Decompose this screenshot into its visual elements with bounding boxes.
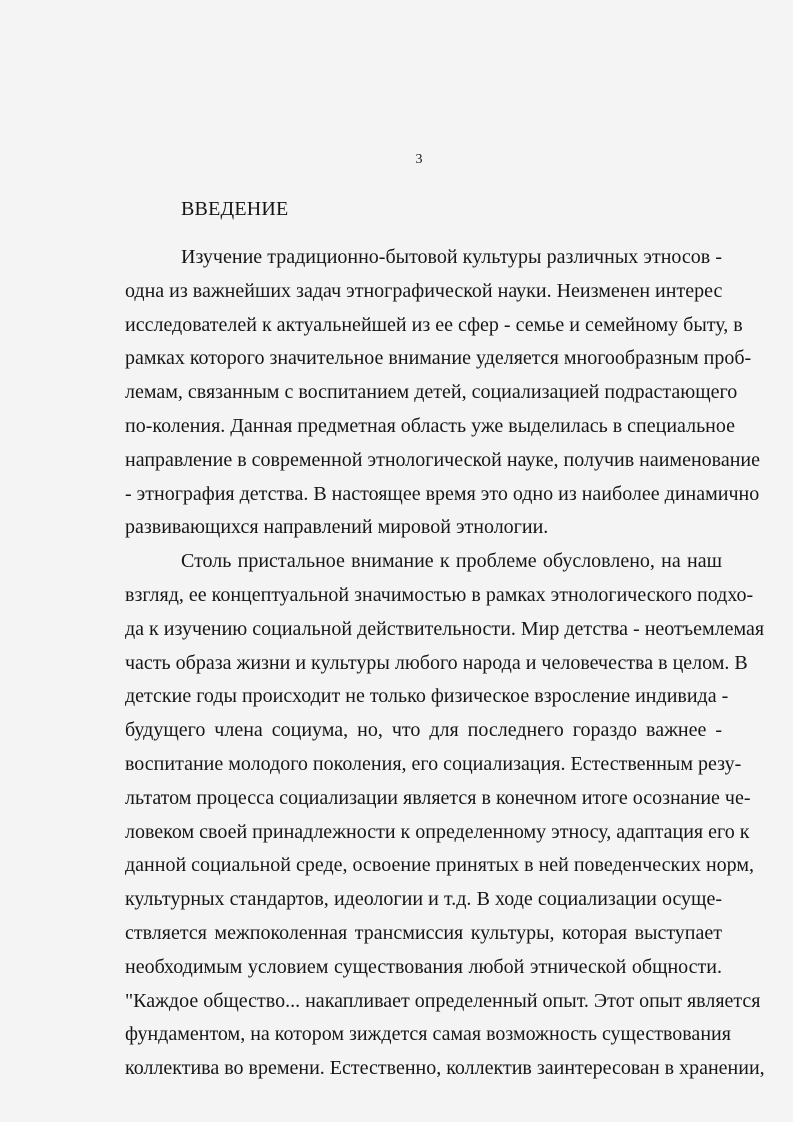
text-line: исследователей к актуальнейшей из ее сфер - семье и семейному быту, в (125, 313, 743, 336)
text-line: льтатом процесса социализации является в конечном итоге осознание че- (125, 786, 751, 809)
text-line: будущего члена социума, но, что для последнего гораздо важнее - (125, 719, 722, 742)
text-line: данной социальной среде, освоение принятых в ней поведенческих норм, (125, 854, 755, 877)
text-line: "Каждое общество... накапливает определенный опыт. Этот опыт является (125, 989, 761, 1012)
text-line: воспитание молодого поколения, его социализация. Естественным резу- (125, 752, 742, 775)
text-line: фундаментом, на котором зиждется самая возможность существования (125, 1023, 731, 1046)
page-number: 3 (415, 152, 423, 167)
paragraph-2 (125, 545, 765, 1086)
text-line: Изучение традиционно-бытовой культуры различных этносов - (181, 246, 722, 268)
text-line: коллектива во времени. Естественно, коллектив заинтересован в хранении, (125, 1057, 765, 1080)
text-line: детские годы происходит не только физическое взросление индивида - (125, 685, 729, 708)
body-text (125, 241, 765, 1086)
text-line: да к изучению социальной действительности. Мир детства - неотъемлемая (125, 617, 765, 640)
text-line: рамках которого значительное внимание уделяется многообразным проб- (125, 347, 752, 370)
text-line: одна из важнейших задач этнографической науки. Неизменен интерес (125, 279, 723, 302)
text-line: лемам, связанным с воспитанием детей, социализацией подрастающего (125, 381, 738, 404)
text-line: направление в современной этнологической науке, получив наименование (125, 448, 761, 471)
paragraph-1 (125, 241, 761, 545)
text-line: Столь пристальное внимание к проблеме обусловлено, на наш (181, 550, 722, 573)
text-line: по-коления. Данная предметная область уже выделилась в специальное (125, 414, 736, 437)
text-line: часть образа жизни и культуры любого народа и человечества в целом. В (125, 651, 748, 674)
text-line: ловеком своей принадлежности к определенному этносу, адаптация его к (125, 820, 750, 843)
text-line: - этнография детства. В настоящее время это одно из наиболее динамично (125, 482, 760, 505)
section-heading: ВВЕДЕНИЕ (181, 198, 289, 220)
text-line: культурных стандартов, идеологии и т.д. В ходе социализации осуще- (125, 888, 722, 911)
text-line: необходимым условием существования любой этнической общности. (125, 955, 722, 978)
text-line: развивающихся направлений мировой этнологии. (125, 516, 549, 539)
text-line: взгляд, ее концептуальной значимостью в рамках этнологического подхо- (125, 583, 754, 606)
text-line: ствляется межпоколенная трансмиссия культуры, которая выступает (125, 921, 722, 944)
